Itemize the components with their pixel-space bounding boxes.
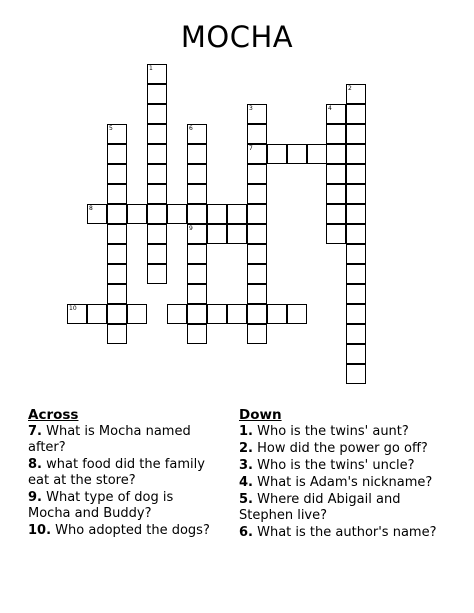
grid-cell[interactable] bbox=[87, 204, 107, 224]
grid-cell[interactable] bbox=[107, 304, 127, 324]
clue-down-1 bbox=[239, 424, 449, 440]
down-clues bbox=[239, 407, 449, 541]
grid-cell[interactable] bbox=[147, 204, 167, 224]
clue-text: What is Adam's nickname? bbox=[257, 475, 433, 490]
cell-number: 2 bbox=[348, 85, 352, 92]
clue-number: 4. bbox=[239, 475, 253, 490]
clue-down-6 bbox=[239, 525, 449, 541]
clue-number: 8. bbox=[28, 457, 42, 472]
grid-cell[interactable] bbox=[346, 184, 366, 204]
grid-cell[interactable] bbox=[346, 284, 366, 304]
grid-cell[interactable] bbox=[107, 164, 127, 184]
cell-number: 10 bbox=[69, 305, 77, 312]
grid-cell[interactable] bbox=[147, 84, 167, 104]
cell-number: 8 bbox=[89, 205, 93, 212]
cell-number: 3 bbox=[249, 105, 253, 112]
grid-cell[interactable] bbox=[147, 264, 167, 284]
grid-cell[interactable] bbox=[207, 304, 227, 324]
clue-across-10 bbox=[28, 523, 218, 539]
grid-cell[interactable] bbox=[167, 204, 187, 224]
grid-cell[interactable] bbox=[346, 324, 366, 344]
grid-cell[interactable] bbox=[247, 284, 267, 304]
grid-cell[interactable] bbox=[187, 124, 207, 144]
grid-cell[interactable] bbox=[127, 304, 147, 324]
clue-across-9 bbox=[28, 490, 218, 522]
grid-cell[interactable] bbox=[247, 244, 267, 264]
grid-cell[interactable] bbox=[346, 244, 366, 264]
grid-cell[interactable] bbox=[247, 124, 267, 144]
grid-cell[interactable] bbox=[107, 184, 127, 204]
clue-number: 2. bbox=[239, 441, 253, 456]
clue-text: What type of dog is Mocha and Buddy? bbox=[28, 490, 174, 521]
clue-across-7 bbox=[28, 424, 218, 456]
grid-cell[interactable] bbox=[187, 304, 207, 324]
grid-cell[interactable] bbox=[147, 184, 167, 204]
grid-cell[interactable] bbox=[267, 144, 287, 164]
grid-cell[interactable] bbox=[326, 104, 346, 124]
clue-number: 7. bbox=[28, 424, 42, 439]
grid-cell[interactable] bbox=[287, 304, 307, 324]
grid-cell[interactable] bbox=[346, 124, 366, 144]
clue-down-5 bbox=[239, 492, 449, 524]
grid-cell[interactable] bbox=[326, 184, 346, 204]
grid-cell[interactable] bbox=[326, 224, 346, 244]
grid-cell[interactable] bbox=[326, 124, 346, 144]
grid-cell[interactable] bbox=[247, 264, 267, 284]
grid-cell[interactable] bbox=[107, 224, 127, 244]
cell-number: 9 bbox=[189, 225, 193, 232]
cell-number: 7 bbox=[249, 145, 253, 152]
clue-number: 5. bbox=[239, 492, 253, 507]
grid-cell[interactable] bbox=[147, 104, 167, 124]
clue-number: 6. bbox=[239, 525, 253, 540]
grid-cell[interactable] bbox=[207, 204, 227, 224]
grid-cell[interactable] bbox=[346, 304, 366, 324]
clue-text: What is Mocha named after? bbox=[28, 424, 191, 455]
grid-cell[interactable] bbox=[326, 164, 346, 184]
grid-cell[interactable] bbox=[187, 284, 207, 304]
grid-cell[interactable] bbox=[346, 264, 366, 284]
clue-number: 9. bbox=[28, 490, 42, 505]
down-heading: Down bbox=[239, 407, 282, 423]
across-heading: Across bbox=[28, 407, 79, 423]
across-clues bbox=[28, 407, 218, 539]
clue-number: 10. bbox=[28, 523, 52, 538]
clue-text: what food did the family eat at the store? bbox=[28, 457, 205, 488]
grid-cell[interactable] bbox=[187, 244, 207, 264]
grid-cell[interactable] bbox=[187, 224, 207, 244]
grid-cell[interactable] bbox=[107, 144, 127, 164]
grid-cell[interactable] bbox=[247, 304, 267, 324]
clue-down-2 bbox=[239, 441, 449, 457]
grid-cell[interactable] bbox=[107, 244, 127, 264]
grid-cell[interactable] bbox=[247, 204, 267, 224]
grid-cell[interactable] bbox=[87, 304, 107, 324]
grid-cell[interactable] bbox=[227, 204, 247, 224]
grid-cell[interactable] bbox=[207, 224, 227, 244]
grid-cell[interactable] bbox=[187, 184, 207, 204]
grid-cell[interactable] bbox=[247, 164, 267, 184]
clue-text: Who is the twins' uncle? bbox=[257, 458, 415, 473]
grid-cell[interactable] bbox=[346, 224, 366, 244]
cell-number: 1 bbox=[149, 65, 153, 72]
grid-cell[interactable] bbox=[167, 304, 187, 324]
grid-cell[interactable] bbox=[107, 124, 127, 144]
grid-cell[interactable] bbox=[287, 144, 307, 164]
grid-cell[interactable] bbox=[147, 144, 167, 164]
clue-across-8 bbox=[28, 457, 218, 489]
grid-cell[interactable] bbox=[187, 324, 207, 344]
grid-cell[interactable] bbox=[147, 224, 167, 244]
cell-number: 5 bbox=[109, 125, 113, 132]
clue-text: How did the power go off? bbox=[257, 441, 428, 456]
grid-cell[interactable] bbox=[346, 104, 366, 124]
grid-cell[interactable] bbox=[187, 164, 207, 184]
grid-cell[interactable] bbox=[127, 204, 147, 224]
grid-cell[interactable] bbox=[247, 144, 267, 164]
grid-cell[interactable] bbox=[346, 364, 366, 384]
grid-cell[interactable] bbox=[227, 304, 247, 324]
grid-cell[interactable] bbox=[247, 104, 267, 124]
page-title: MOCHA bbox=[180, 20, 294, 54]
grid-cell[interactable] bbox=[107, 324, 127, 344]
clue-text: Who adopted the dogs? bbox=[55, 523, 210, 538]
grid-cell[interactable] bbox=[326, 144, 346, 164]
grid-cell[interactable] bbox=[147, 64, 167, 84]
grid-cell[interactable] bbox=[346, 344, 366, 364]
clue-text: Who is the twins' aunt? bbox=[257, 424, 409, 439]
clue-text: Where did Abigail and Stephen live? bbox=[239, 492, 401, 523]
grid-cell[interactable] bbox=[107, 264, 127, 284]
grid-cell[interactable] bbox=[187, 144, 207, 164]
clue-number: 1. bbox=[239, 424, 253, 439]
grid-cell[interactable] bbox=[267, 304, 287, 324]
clue-number: 3. bbox=[239, 458, 253, 473]
grid-cell[interactable] bbox=[107, 204, 127, 224]
grid-cell[interactable] bbox=[107, 284, 127, 304]
grid-cell[interactable] bbox=[346, 144, 366, 164]
grid-cell[interactable] bbox=[147, 124, 167, 144]
cell-number: 4 bbox=[328, 105, 332, 112]
grid-cell[interactable] bbox=[147, 244, 167, 264]
grid-cell[interactable] bbox=[346, 164, 366, 184]
grid-cell[interactable] bbox=[326, 204, 346, 224]
grid-cell[interactable] bbox=[187, 264, 207, 284]
grid-cell[interactable] bbox=[67, 304, 87, 324]
grid-cell[interactable] bbox=[187, 204, 207, 224]
clue-down-3 bbox=[239, 458, 449, 474]
grid-cell[interactable] bbox=[346, 84, 366, 104]
grid-cell[interactable] bbox=[247, 324, 267, 344]
grid-cell[interactable] bbox=[227, 224, 247, 244]
grid-cell[interactable] bbox=[247, 184, 267, 204]
cell-number: 6 bbox=[189, 125, 193, 132]
grid-cell[interactable] bbox=[346, 204, 366, 224]
grid-cell[interactable] bbox=[147, 164, 167, 184]
clue-down-4 bbox=[239, 475, 449, 491]
grid-cell[interactable] bbox=[247, 224, 267, 244]
clue-text: What is the author's name? bbox=[257, 525, 437, 540]
grid-cell[interactable] bbox=[307, 144, 327, 164]
